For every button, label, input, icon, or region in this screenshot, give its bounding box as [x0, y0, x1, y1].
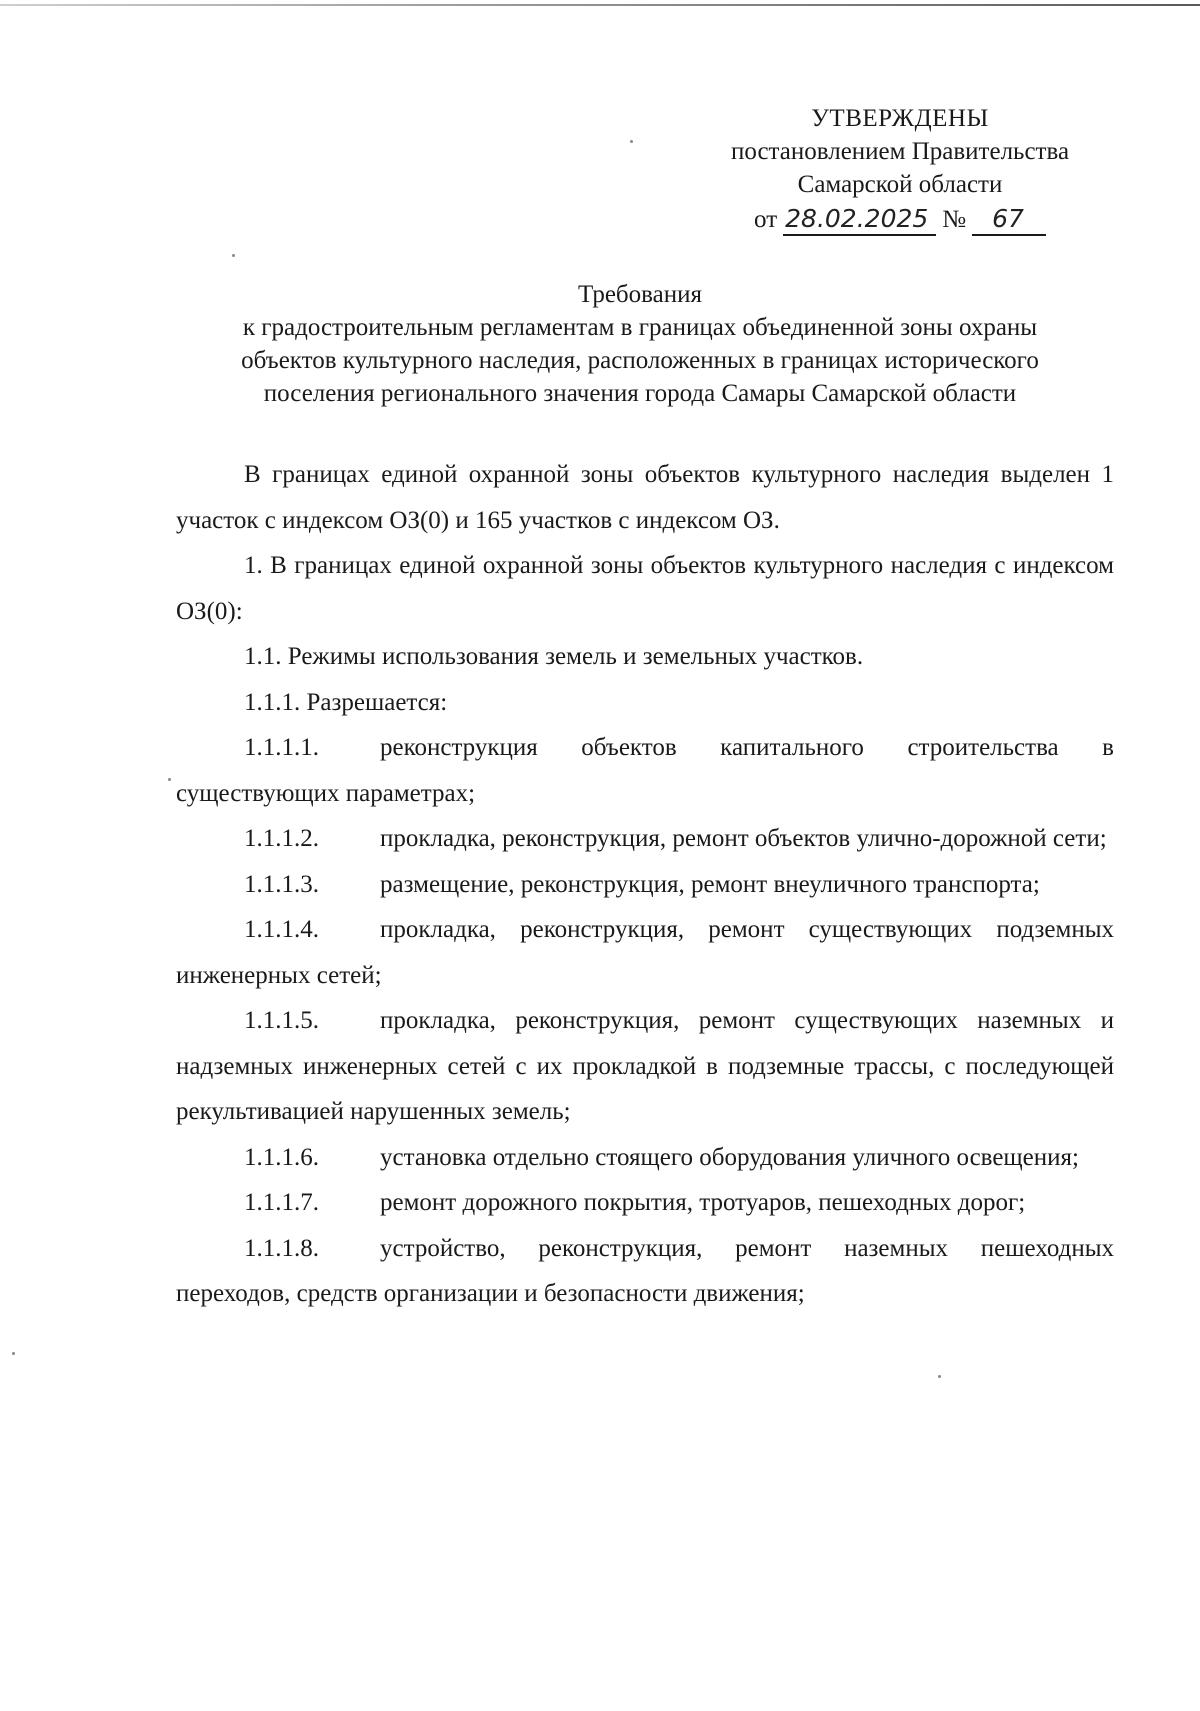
approval-date-line [680, 203, 1120, 236]
approval-block [680, 102, 1120, 236]
list-item [176, 862, 1114, 908]
item-text: устройство, реконструкция, ремонт наземных пешеходных переходов, средств организации и безопасности движения; [176, 1234, 1114, 1307]
title-line-3: объектов культурного наследия, расположенных в границах исторического [241, 347, 1039, 374]
handwritten-date: 28.02.2025 [783, 204, 936, 236]
list-item [176, 816, 1114, 862]
list-item [176, 907, 1114, 998]
scan-speck [232, 254, 235, 257]
list-item [176, 1135, 1114, 1181]
scan-top-edge-line [0, 4, 1200, 6]
scan-speck [12, 1352, 15, 1355]
item-number: 1.1.1.2. [244, 825, 319, 852]
item-text: прокладка, реконструкция, ремонт существующих подземных инженерных сетей; [176, 916, 1114, 989]
document-body [176, 452, 1114, 1317]
item-number: 1.1.1.5. [244, 1007, 319, 1034]
item-number: 1.1.1.1. [244, 734, 319, 761]
approval-line-1: постановлением Правительства [730, 138, 1070, 165]
scan-speck [630, 140, 633, 143]
item-number: 1.1.1.7. [244, 1189, 319, 1216]
number-sign: № [942, 206, 967, 233]
item-number: 1.1.1.6. [244, 1143, 319, 1171]
paragraph-1: 1. В границах единой охранной зоны объектов культурного наследия с индексом ОЗ(0): [176, 552, 1114, 625]
title-line-4: поселения регионального значения города Самары Самарской области [263, 380, 1017, 407]
paragraph-1-1: 1.1. Режимы использования земель и земельных участков. [244, 643, 864, 670]
approval-title: УТВЕРЖДЕНЫ [811, 105, 989, 132]
list-item [176, 725, 1114, 816]
item-text: реконструкция объектов капитального строительства в существующих параметрах; [176, 734, 1114, 807]
paragraph-intro: В границах единой охранной зоны объектов культурного наследия выделен 1 участок с индексом ОЗ(0) и 165 участков с индексом ОЗ. [176, 461, 1114, 534]
approval-line-2: Самарской области [797, 171, 1003, 198]
list-item [176, 998, 1114, 1135]
scan-speck [938, 1375, 941, 1378]
title-line-2: к градостроительным регламентам в границах объединенной зоны охраны [242, 314, 1038, 341]
document-title [160, 278, 1120, 410]
item-text: размещение, реконструкция, ремонт внеуличного транспорта; [380, 870, 1040, 898]
item-text: ремонт дорожного покрытия, тротуаров, пешеходных дорог; [380, 1189, 1026, 1216]
item-number: 1.1.1.8. [244, 1234, 319, 1262]
item-number: 1.1.1.3. [244, 870, 319, 898]
list-item [176, 1226, 1114, 1317]
item-number: 1.1.1.4. [244, 916, 319, 943]
paragraph-1-1-1: 1.1.1. Разрешается: [244, 688, 448, 716]
item-text: установка отдельно стоящего оборудования уличного освещения; [380, 1143, 1079, 1171]
scan-speck [168, 778, 171, 781]
item-text: прокладка, реконструкция, ремонт объектов улично-дорожной сети; [380, 825, 1107, 852]
list-item [176, 1180, 1114, 1226]
date-prefix: от [754, 206, 778, 233]
title-line-1: Требования [578, 281, 702, 308]
item-text: прокладка, реконструкция, ремонт существующих наземных и надземных инженерных сетей с их прокладкой в подземные трассы, с последующей рекультивацией нарушенных земель; [176, 1007, 1114, 1125]
handwritten-number: 67 [972, 204, 1046, 236]
